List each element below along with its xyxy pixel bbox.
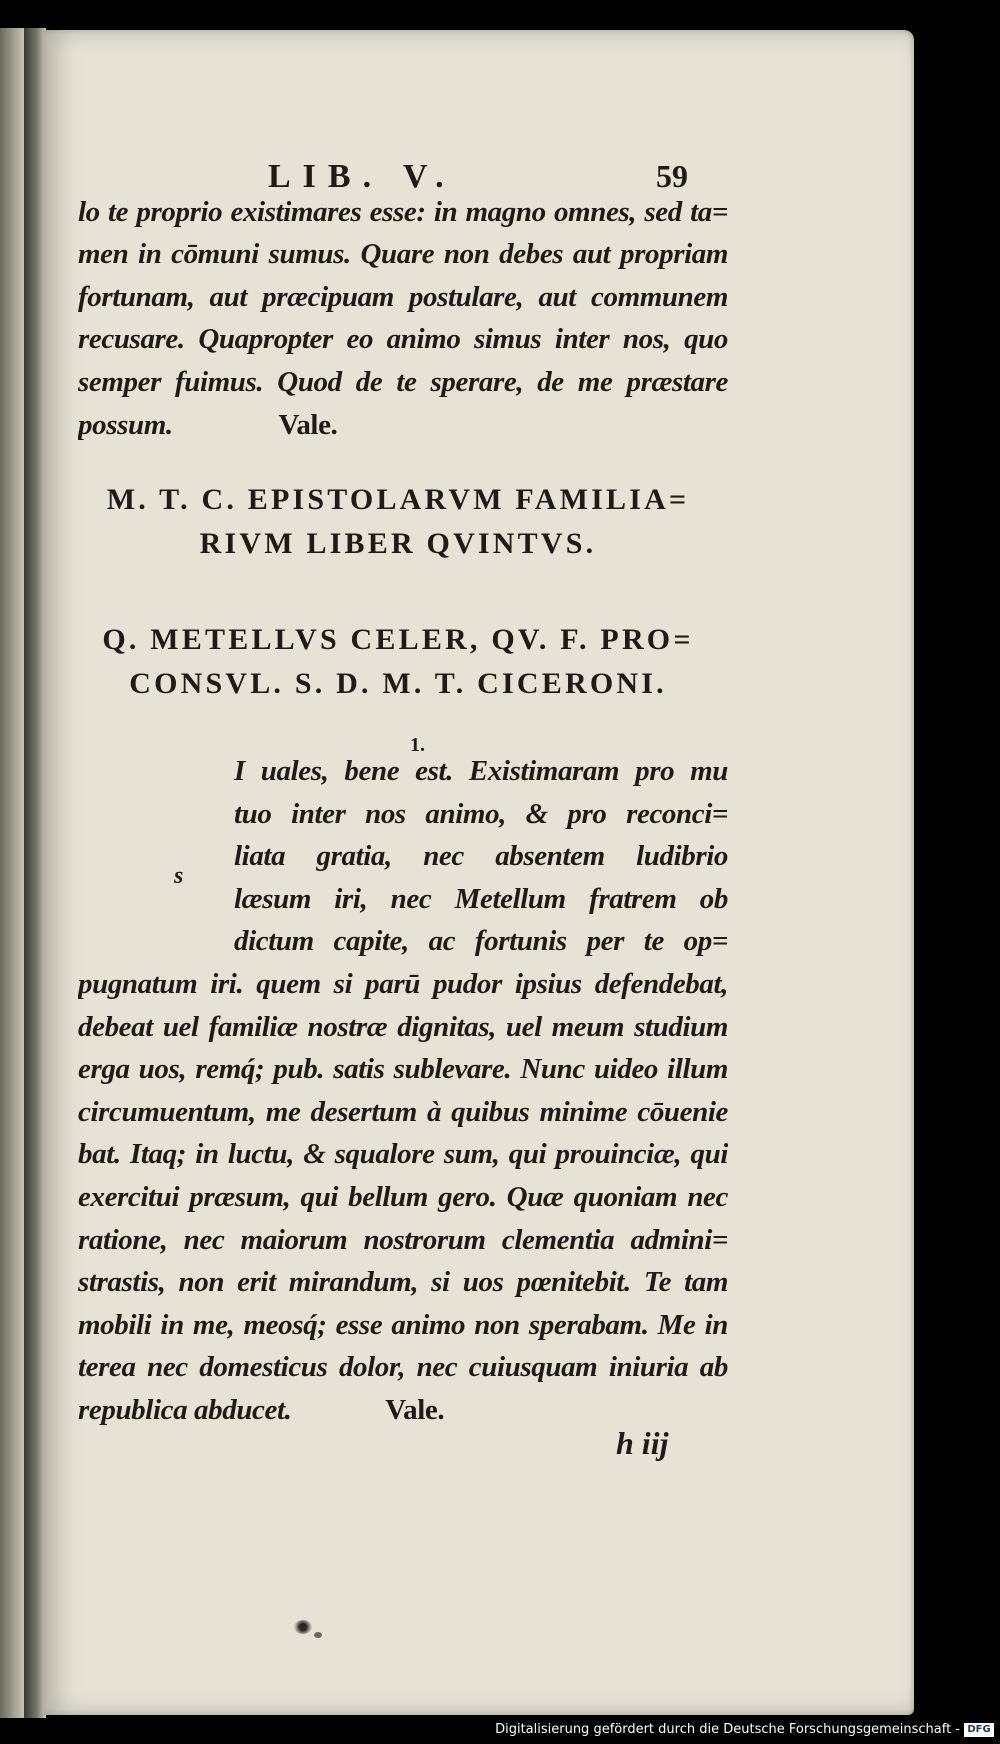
letter-heading <box>78 618 718 706</box>
text-line: recusare. Quapropter eo animo simus inter nos, quo <box>78 323 728 356</box>
text-line: semper fuimus. Quod de te sperare, de me præstare <box>78 365 728 398</box>
margin-mark: s <box>174 863 184 889</box>
book-title-line: M. T. C. EPISTOLARVM FAMILIA= <box>106 483 690 516</box>
running-head: LIB. V. <box>268 158 456 195</box>
footer-bar <box>0 1718 1000 1744</box>
text-line: mobili in me, meosq́; esse animo non sperabam. Me in <box>78 1308 728 1341</box>
text-line: dictum capite, ac fortunis per te op= <box>234 925 728 958</box>
text-line: I uales, bene est. Existimaram pro mu <box>234 755 728 787</box>
letter-heading-line: CONSVL. S. D. M. T. CICERONI. <box>129 667 667 700</box>
vale-closing: Vale. <box>278 408 338 441</box>
text-line: pugnatum iri. quem si parū pudor ipsius defendebat, <box>78 968 728 1000</box>
text-line: erga uos, remq́; pub. satis sublevare. Nunc uideo illum <box>78 1053 728 1086</box>
ink-stain <box>314 1632 322 1638</box>
text-line: circumuentum, me desertum à quibus minime cōuenie <box>78 1095 728 1128</box>
letter-number: 1. <box>410 734 425 756</box>
text-line: men in cōmuni sumus. Quare non debes aut propriam <box>78 238 728 271</box>
letter-indented-block <box>234 750 728 963</box>
text-line: ratione, nec maiorum nostrorum clementia admini= <box>78 1223 728 1256</box>
ink-stain <box>294 1620 312 1634</box>
page-number: 59 <box>656 158 688 194</box>
text-line-last <box>78 404 728 447</box>
signature-mark: h iij <box>616 1425 669 1461</box>
adjacent-page-edge <box>0 28 24 1718</box>
book-gutter <box>24 28 46 1718</box>
text-line: tuo inter nos animo, & pro reconci= <box>234 797 728 830</box>
text-line: læsum iri, nec Metellum fratrem ob <box>234 882 728 915</box>
book-page <box>44 30 914 1715</box>
letter-body <box>78 963 728 1432</box>
text-line: lo te proprio existimares esse: in magno omnes, sed ta= <box>78 195 728 228</box>
text-line: exercitui præsum, qui bellum gero. Quæ quoniam nec <box>78 1180 728 1213</box>
text-line: bat. Itaq; in luctu, & squalore sum, qui prouinciæ, qui <box>78 1138 728 1171</box>
letter-heading-line: Q. METELLVS CELER, QV. F. PRO= <box>102 623 694 656</box>
footer-credit: Digitalisierung gefördert durch die Deutsche Forschungsgemeinschaft - <box>495 1722 960 1737</box>
book-title <box>78 478 718 566</box>
vale-letter: Vale. <box>385 1393 445 1426</box>
text-line: fortunam, aut præcipuam postulare, aut communem <box>78 280 728 313</box>
text-line: strastis, non erit mirandum, si uos pœnitebit. Te tam <box>78 1266 728 1299</box>
dfg-logo-icon: DFG <box>964 1723 994 1737</box>
closing-paragraph <box>78 148 728 446</box>
book-title-line: RIVM LIBER QVINTVS. <box>199 527 597 560</box>
letter-closing-words: republica abducet. <box>78 1393 292 1426</box>
text-line: liata gratia, nec absentem ludibrio <box>234 840 728 873</box>
closing-word: possum. <box>78 408 173 441</box>
text-line: terea nec domesticus dolor, nec cuiusquam iniuria ab <box>78 1351 728 1384</box>
text-line: debeat uel familiæ nostræ dignitas, uel meum studium <box>78 1010 728 1043</box>
